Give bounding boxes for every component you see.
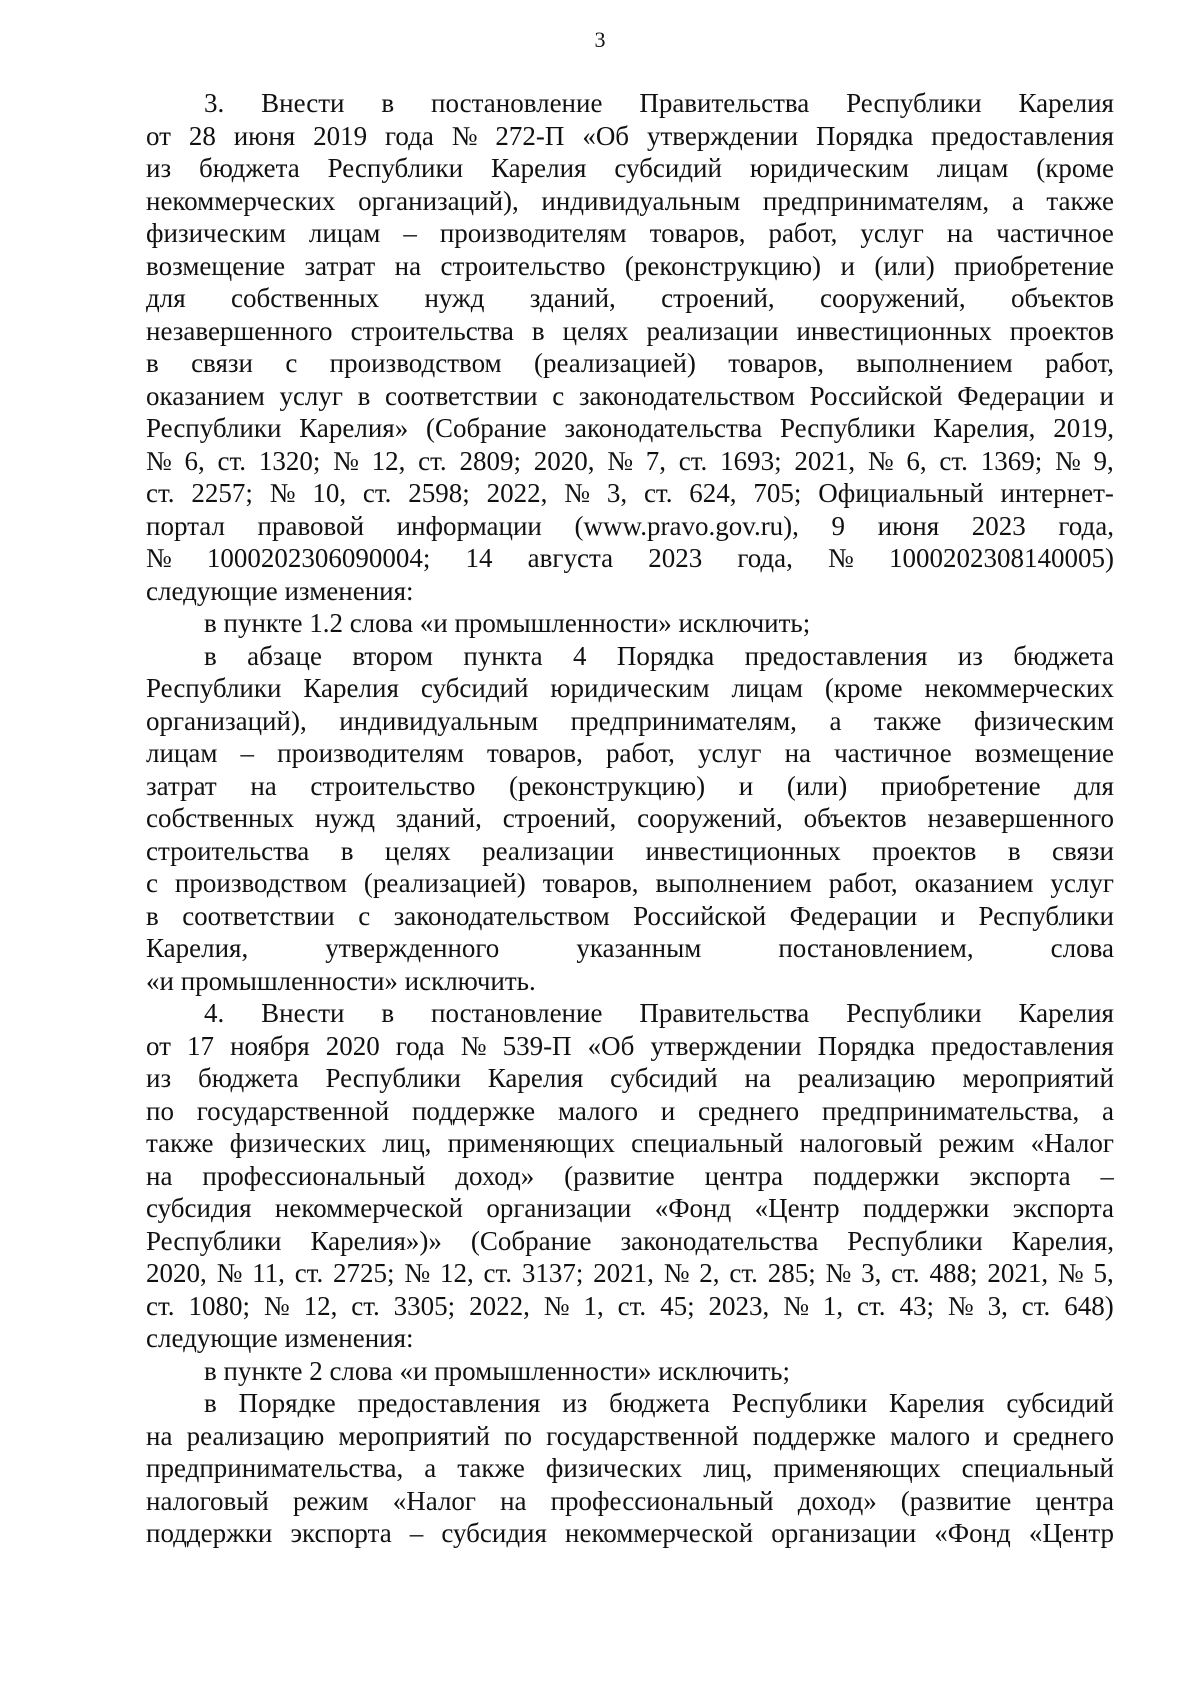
text-line: физическим лицам – производителям товаров, работ, услуг на частичное bbox=[146, 218, 1114, 248]
text-line: «и промышленности» исключить. bbox=[146, 965, 536, 996]
text-line: субсидия некоммерческой организации «Фонд «Центр поддержки экспорта bbox=[146, 1193, 1114, 1223]
text-line: некоммерческих организаций), индивидуальным предпринимателям, а также bbox=[146, 185, 1114, 216]
text-line: налоговый режим «Налог на профессиональный доход» (развитие центра bbox=[146, 1485, 1114, 1516]
text-line: затрат на строительство (реконструкцию) и (или) приобретение для bbox=[146, 770, 1114, 801]
text-line: в Порядке предоставления из бюджета Республики Карелия субсидий bbox=[204, 1388, 1114, 1418]
document-body bbox=[146, 87, 1114, 1550]
text-line: следующие изменения: bbox=[146, 1323, 414, 1353]
text-line: оказанием услуг в соответствии с законодательством Российской Федерации и bbox=[146, 380, 1114, 411]
text-line: строительства в целях реализации инвестиционных проектов в связи bbox=[146, 835, 1114, 866]
text-line: № 6, ст. 1320; № 12, ст. 2809; 2020, № 7, ст. 1693; 2021, № 6, ст. 1369; № 9, bbox=[146, 445, 1114, 476]
text-line: в пункте 2 слова «и промышленности» исключить; bbox=[204, 1355, 790, 1386]
text-line: из бюджета Республики Карелия субсидий на реализацию мероприятий bbox=[146, 1063, 1114, 1093]
text-line: портал правовой информации (www.pravo.gov.ru), 9 июня 2023 года, bbox=[146, 510, 1114, 541]
text-line: собственных нужд зданий, строений, сооружений, объектов незавершенного bbox=[146, 803, 1114, 833]
text-line: в соответствии с законодательством Российской Федерации и Республики bbox=[146, 900, 1114, 931]
text-line: следующие изменения: bbox=[146, 575, 414, 606]
text-line: лицам – производителям товаров, работ, услуг на частичное возмещение bbox=[146, 738, 1114, 768]
text-line: 2020, № 11, ст. 2725; № 12, ст. 3137; 2021, № 2, ст. 285; № 3, ст. 488; 2021, № 5, bbox=[146, 1258, 1114, 1288]
text-line: Республики Карелия» (Собрание законодательства Республики Карелия, 2019, bbox=[146, 413, 1114, 443]
text-line: от 17 ноября 2020 года № 539-П «Об утверждении Порядка предоставления bbox=[146, 1030, 1114, 1061]
text-line: для собственных нужд зданий, строений, сооружений, объектов bbox=[146, 283, 1114, 313]
text-line: Республики Карелия субсидий юридическим лицам (кроме некоммерческих bbox=[146, 673, 1114, 703]
text-line: возмещение затрат на строительство (реконструкцию) и (или) приобретение bbox=[146, 250, 1114, 281]
text-line: № 1000202306090004; 14 августа 2023 года, № 1000202308140005) bbox=[146, 543, 1114, 573]
text-line: ст. 1080; № 12, ст. 3305; 2022, № 1, ст. 45; 2023, № 1, ст. 43; № 3, ст. 648) bbox=[146, 1290, 1114, 1321]
page-number: 3 bbox=[594, 27, 606, 52]
text-line: на реализацию мероприятий по государственной поддержке малого и среднего bbox=[146, 1420, 1114, 1451]
text-line: по государственной поддержке малого и среднего предпринимательства, а bbox=[146, 1095, 1114, 1126]
text-line: поддержки экспорта – субсидия некоммерческой организации «Фонд «Центр bbox=[146, 1518, 1114, 1548]
text-line: ст. 2257; № 10, ст. 2598; 2022, № 3, ст. 624, 705; Официальный интернет- bbox=[146, 478, 1114, 508]
text-line: от 28 июня 2019 года № 272-П «Об утверждении Порядка предоставления bbox=[146, 120, 1114, 151]
text-line: в пункте 1.2 слова «и промышленности» исключить; bbox=[204, 608, 811, 638]
text-line: также физических лиц, применяющих специальный налоговый режим «Налог bbox=[146, 1128, 1114, 1158]
text-line: из бюджета Республики Карелия субсидий юридическим лицам (кроме bbox=[146, 153, 1114, 183]
text-line: в абзаце втором пункта 4 Порядка предоставления из бюджета bbox=[204, 640, 1114, 671]
text-line: в связи с производством (реализацией) товаров, выполнением работ, bbox=[146, 348, 1114, 378]
text-line: с производством (реализацией) товаров, выполнением работ, оказанием услуг bbox=[146, 868, 1114, 898]
text-line: 3. Внести в постановление Правительства Республики Карелия bbox=[204, 88, 1114, 118]
text-line: незавершенного строительства в целях реализации инвестиционных проектов bbox=[146, 315, 1114, 346]
text-line: Карелия, утвержденного указанным постановлением, слова bbox=[146, 933, 1114, 963]
text-line: организаций), индивидуальным предпринимателям, а также физическим bbox=[146, 705, 1114, 736]
text-line: 4. Внести в постановление Правительства Республики Карелия bbox=[204, 998, 1114, 1028]
text-line: предпринимательства, а также физических лиц, применяющих специальный bbox=[146, 1453, 1114, 1483]
text-line: Республики Карелия»)» (Собрание законодательства Республики Карелия, bbox=[146, 1225, 1114, 1256]
text-line: на профессиональный доход» (развитие центра поддержки экспорта – bbox=[146, 1160, 1114, 1191]
